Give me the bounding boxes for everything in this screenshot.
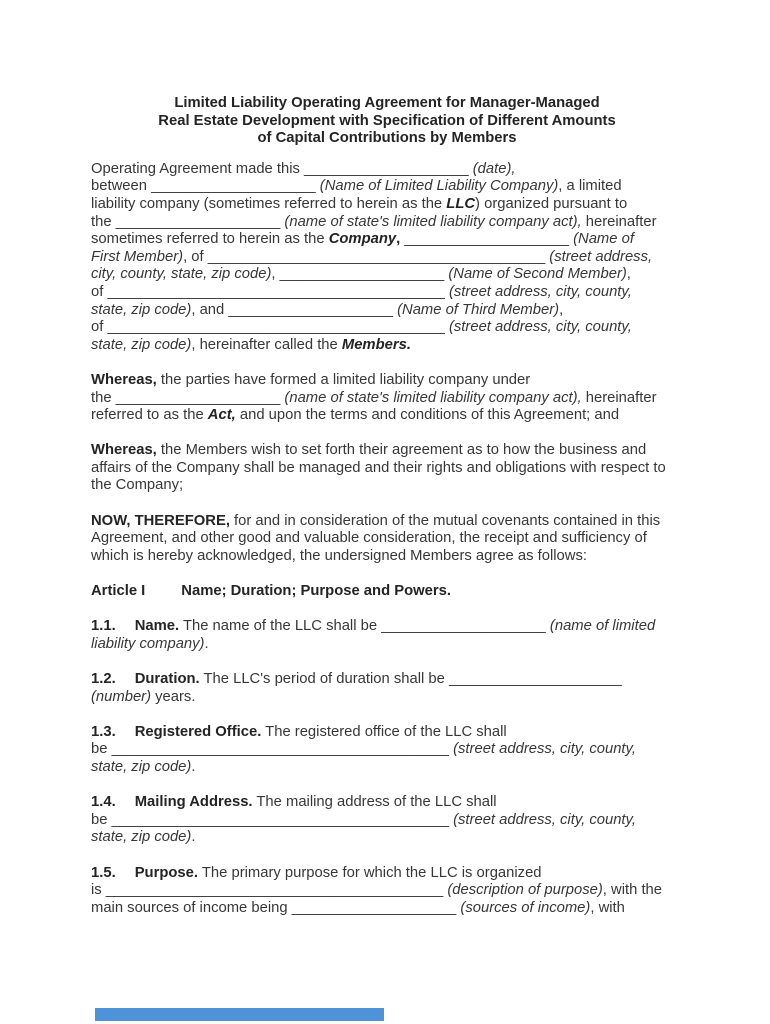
text-segment: 1.3.	[91, 723, 116, 740]
text-segment: (Name of Second Member)	[448, 266, 627, 283]
blank-field: ____________________	[115, 389, 281, 406]
text-line	[91, 636, 683, 654]
text-line	[91, 741, 683, 759]
now-therefore-paragraph	[91, 513, 683, 566]
text-line	[91, 442, 683, 460]
blank-field: _________________________________________	[111, 741, 449, 758]
text-line	[91, 249, 683, 267]
text-line	[91, 882, 683, 900]
text-segment: 1.1.	[91, 618, 116, 635]
text-line	[91, 161, 683, 179]
text-line	[91, 759, 683, 777]
text-segment: , a limited	[558, 178, 622, 195]
text-segment: Whereas,	[91, 442, 157, 459]
text-segment: hereinafter	[581, 389, 657, 406]
text-line	[91, 583, 683, 601]
text-segment: between	[91, 178, 152, 195]
text-segment: Registered Office.	[134, 723, 262, 740]
blank-field: ____________________	[279, 266, 445, 283]
text-segment: (Name of	[573, 231, 634, 248]
tab-spacer	[116, 682, 135, 683]
text-segment: (street address, city, county,	[448, 319, 632, 336]
tab-spacer	[116, 876, 135, 877]
text-segment: the	[91, 213, 116, 230]
text-segment: Name.	[134, 618, 180, 635]
text-segment: state, zip code)	[91, 758, 192, 775]
text-segment: Company	[328, 231, 397, 248]
text-segment: .	[191, 829, 196, 846]
text-line	[91, 829, 683, 847]
text-segment: affairs of the Company shall be managed and their rights and obligations with respect to	[91, 459, 666, 476]
tab-spacer	[145, 594, 181, 595]
text-segment: liability company (sometimes referred to herein as the	[91, 195, 447, 212]
text-segment: sometimes referred to herein as the	[91, 231, 329, 248]
section-1-1	[91, 618, 683, 653]
text-segment: , with	[590, 899, 625, 916]
blank-field: ____________________	[151, 178, 316, 195]
text-segment: of	[91, 319, 108, 336]
text-line	[91, 178, 683, 196]
blank-field: ____________________	[115, 213, 281, 230]
text-segment: Agreement, and other good and valuable consideration, the receipt and sufficiency of	[91, 530, 647, 547]
text-segment: of Capital Contributions by Members	[257, 130, 517, 147]
text-line	[91, 95, 683, 113]
blank-field: ____________________	[404, 231, 569, 248]
section-1-4	[91, 794, 683, 847]
text-line	[91, 477, 683, 495]
text-segment: The LLC's period of duration shall be	[199, 671, 449, 687]
text-segment: the parties have formed a limited liability company under	[156, 371, 531, 388]
text-segment: Whereas,	[91, 371, 157, 388]
blank-field: _________________________________________	[107, 319, 445, 336]
text-segment: , and	[191, 301, 229, 318]
text-segment: Real Estate Development with Specification of Different Amounts	[158, 112, 616, 129]
text-segment: of	[91, 283, 108, 300]
text-segment: liability company)	[91, 635, 205, 652]
blank-field: ____________________	[228, 301, 393, 318]
blank-field: ____________________	[304, 160, 469, 177]
text-segment: be	[91, 811, 112, 828]
text-segment: which is hereby acknowledged, the undersigned Members agree as follows:	[91, 547, 587, 564]
text-segment: ) organized pursuant to	[475, 195, 628, 212]
text-segment: state, zip code)	[91, 336, 192, 353]
text-segment: (name of limited	[549, 618, 656, 635]
text-line	[91, 530, 683, 548]
text-segment: the Members wish to set forth their agreement as to how the business and	[156, 442, 647, 459]
text-segment: 1.2.	[91, 671, 116, 687]
text-segment: state, zip code)	[91, 301, 192, 318]
text-line	[91, 266, 683, 284]
document-body	[91, 95, 683, 935]
blank-field: _________________________________________	[105, 882, 444, 899]
text-line	[91, 231, 683, 249]
document-title	[91, 95, 683, 148]
text-segment: The mailing address of the LLC shall	[252, 794, 497, 811]
text-segment: Limited Liability Operating Agreement for Manager-Managed	[174, 95, 600, 111]
blank-field: _________________________________________	[107, 283, 445, 300]
blank-field: _________________________________________	[207, 248, 546, 265]
tab-spacer	[116, 629, 135, 630]
text-segment: for and in consideration of the mutual covenants contained in this	[229, 512, 661, 529]
text-line	[91, 302, 683, 320]
text-segment: (name of state's limited liability company act),	[284, 389, 582, 406]
whereas-paragraph-2	[91, 442, 683, 495]
section-1-2	[91, 671, 683, 706]
text-segment: (date),	[472, 160, 516, 177]
text-line	[91, 130, 683, 148]
text-segment: and upon the terms and conditions of this Agreement; and	[235, 407, 620, 424]
text-line	[91, 337, 683, 355]
text-line	[91, 113, 683, 131]
text-line	[91, 460, 683, 478]
text-segment: (Name of Limited Liability Company)	[319, 178, 559, 195]
tab-spacer	[116, 735, 135, 736]
text-segment: state, zip code)	[91, 829, 192, 846]
text-line	[91, 812, 683, 830]
text-line	[91, 689, 683, 707]
text-line	[91, 407, 683, 425]
text-line	[91, 794, 683, 812]
text-segment: (street address, city, county,	[453, 811, 636, 828]
text-segment: .	[204, 635, 209, 652]
text-segment: 1.4.	[91, 794, 116, 811]
text-line	[91, 865, 683, 883]
text-line	[91, 196, 683, 214]
text-segment: (street address, city, county,	[448, 283, 632, 300]
text-segment: (Name of Third Member)	[397, 301, 560, 318]
text-segment: , of	[183, 248, 208, 265]
text-segment: be	[91, 741, 112, 758]
section-1-3	[91, 724, 683, 777]
text-segment: Mailing Address.	[134, 794, 253, 811]
text-segment: Act,	[207, 407, 236, 424]
whereas-paragraph-1	[91, 372, 683, 425]
text-segment: ,	[396, 231, 401, 248]
text-segment: The name of the LLC shall be	[179, 618, 382, 635]
text-segment: LLC	[446, 195, 476, 212]
text-segment: 1.5.	[91, 864, 116, 881]
blank-field: _________________________________________	[111, 811, 449, 828]
text-line	[91, 618, 683, 636]
text-segment: Article I	[91, 583, 146, 600]
section-1-5	[91, 865, 683, 918]
text-segment: ,	[559, 301, 564, 318]
text-segment: , hereinafter called the	[191, 336, 342, 353]
text-segment: the	[91, 389, 116, 406]
loading-progress-bar	[95, 1008, 384, 1021]
text-segment: Members.	[341, 336, 411, 353]
text-segment: main sources of income being	[91, 899, 292, 916]
text-segment: , with the	[602, 882, 663, 899]
intro-paragraph	[91, 161, 683, 355]
blank-field: _____________________	[448, 671, 622, 687]
text-line	[91, 319, 683, 337]
text-segment: Name; Duration; Purpose and Powers.	[181, 583, 451, 600]
text-line	[91, 513, 683, 531]
text-line	[91, 390, 683, 408]
text-segment: referred to as the	[91, 407, 208, 424]
text-segment: Duration.	[134, 671, 200, 687]
blank-field: ____________________	[381, 618, 546, 635]
text-segment: The primary purpose for which the LLC is organized	[198, 864, 542, 881]
text-segment: (sources of income)	[460, 899, 591, 916]
text-segment: the Company;	[91, 477, 184, 494]
text-segment: years.	[151, 688, 196, 705]
text-segment: is	[91, 882, 106, 899]
text-segment: First Member)	[91, 248, 184, 265]
text-line	[91, 724, 683, 742]
article-1-heading	[91, 583, 683, 601]
text-line	[91, 900, 683, 918]
text-segment: (description of purpose)	[447, 882, 603, 899]
text-segment: (street address, city, county,	[453, 741, 636, 758]
text-line	[91, 671, 683, 689]
text-line	[91, 214, 683, 232]
text-segment: The registered office of the LLC shall	[261, 723, 507, 740]
text-segment: Operating Agreement made this	[91, 160, 305, 177]
text-segment: .	[191, 758, 196, 775]
text-line	[91, 548, 683, 566]
blank-field: ____________________	[291, 899, 457, 916]
text-segment: city, county, state, zip code)	[91, 266, 272, 283]
text-segment: ,	[626, 266, 631, 283]
text-segment: Purpose.	[134, 864, 199, 881]
text-segment: (street address,	[549, 248, 653, 265]
text-segment: (number)	[91, 688, 152, 705]
text-segment: hereinafter	[581, 213, 657, 230]
text-line	[91, 284, 683, 302]
text-segment: ,	[271, 266, 280, 283]
tab-spacer	[116, 805, 135, 806]
text-segment: (name of state's limited liability company act),	[284, 213, 582, 230]
text-segment: NOW, THEREFORE,	[91, 512, 230, 529]
text-line	[91, 372, 683, 390]
